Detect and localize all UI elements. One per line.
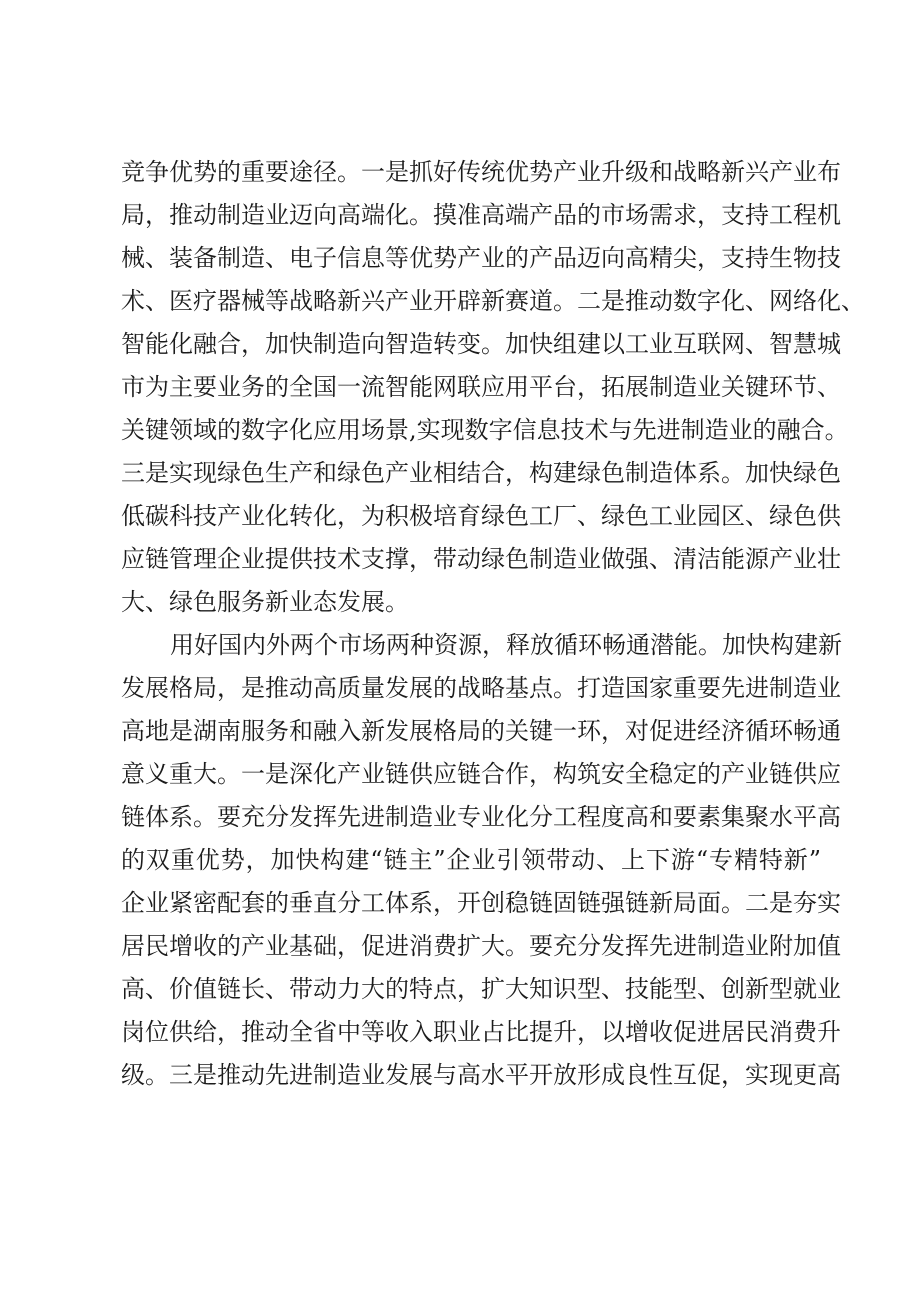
paragraph-2-line-10: 岗位供给，推动全省中等收入职业占比提升，以增收促进居民消费升 xyxy=(121,1018,841,1046)
paragraph-1-line-11: 大、绿色服务新业态发展。 xyxy=(121,588,409,616)
paragraph-2-line-6: 的双重优势，加快构建“链主”企业引领带动、上下游“专精特新” xyxy=(121,846,821,874)
paragraph-1-line-3: 械、装备制造、电子信息等优势产业的产品迈向高精尖，支持生物技 xyxy=(121,244,841,272)
paragraph-1-line-2: 局，推动制造业迈向高端化。摸准高端产品的市场需求，支持工程机 xyxy=(121,201,841,229)
paragraph-1-line-5: 智能化融合，加快制造向智造转变。加快组建以工业互联网、智慧城 xyxy=(121,330,841,358)
paragraph-1-line-8: 三是实现绿色生产和绿色产业相结合，构建绿色制造体系。加快绿色 xyxy=(121,459,841,487)
paragraph-1-line-1: 竞争优势的重要途径。一是抓好传统优势产业升级和战略新兴产业布 xyxy=(121,158,841,186)
paragraph-2-line-8: 居民增收的产业基础，促进消费扩大。要充分发挥先进制造业附加值 xyxy=(121,932,841,960)
paragraph-2-line-9: 高、价值链长、带动力大的特点，扩大知识型、技能型、创新型就业 xyxy=(121,975,841,1003)
paragraph-1-line-7: 关键领域的数字化应用场景,实现数字信息技术与先进制造业的融合。 xyxy=(121,416,849,444)
paragraph-2-line-11: 级。三是推动先进制造业发展与高水平开放形成良性互促，实现更高 xyxy=(121,1061,841,1089)
paragraph-2-line-3: 高地是湖南服务和融入新发展格局的关键一环，对促进经济循环畅通 xyxy=(121,717,841,745)
paragraph-2-line-7: 企业紧密配套的垂直分工体系，开创稳链固链强链新局面。二是夯实 xyxy=(121,889,841,917)
paragraph-1-line-9: 低碳科技产业化转化，为积极培育绿色工厂、绿色工业园区、绿色供 xyxy=(121,502,841,530)
paragraph-1-line-10: 应链管理企业提供技术支撑，带动绿色制造业做强、清洁能源产业壮 xyxy=(121,545,841,573)
paragraph-2-line-5: 链体系。要充分发挥先进制造业专业化分工程度高和要素集聚水平高 xyxy=(121,803,841,831)
paragraph-2-line-2: 发展格局，是推动高质量发展的战略基点。打造国家重要先进制造业 xyxy=(121,674,841,702)
paragraph-2-line-4: 意义重大。一是深化产业链供应链合作，构筑安全稳定的产业链供应 xyxy=(121,760,841,788)
paragraph-2-line-1: 用好国内外两个市场两种资源，释放循环畅通潜能。加快构建新 xyxy=(170,631,842,659)
paragraph-1-line-4: 术、医疗器械等战略新兴产业开辟新赛道。二是推动数字化、网络化、 xyxy=(121,287,865,315)
paragraph-1-line-6: 市为主要业务的全国一流智能网联应用平台，拓展制造业关键环节、 xyxy=(121,373,841,401)
